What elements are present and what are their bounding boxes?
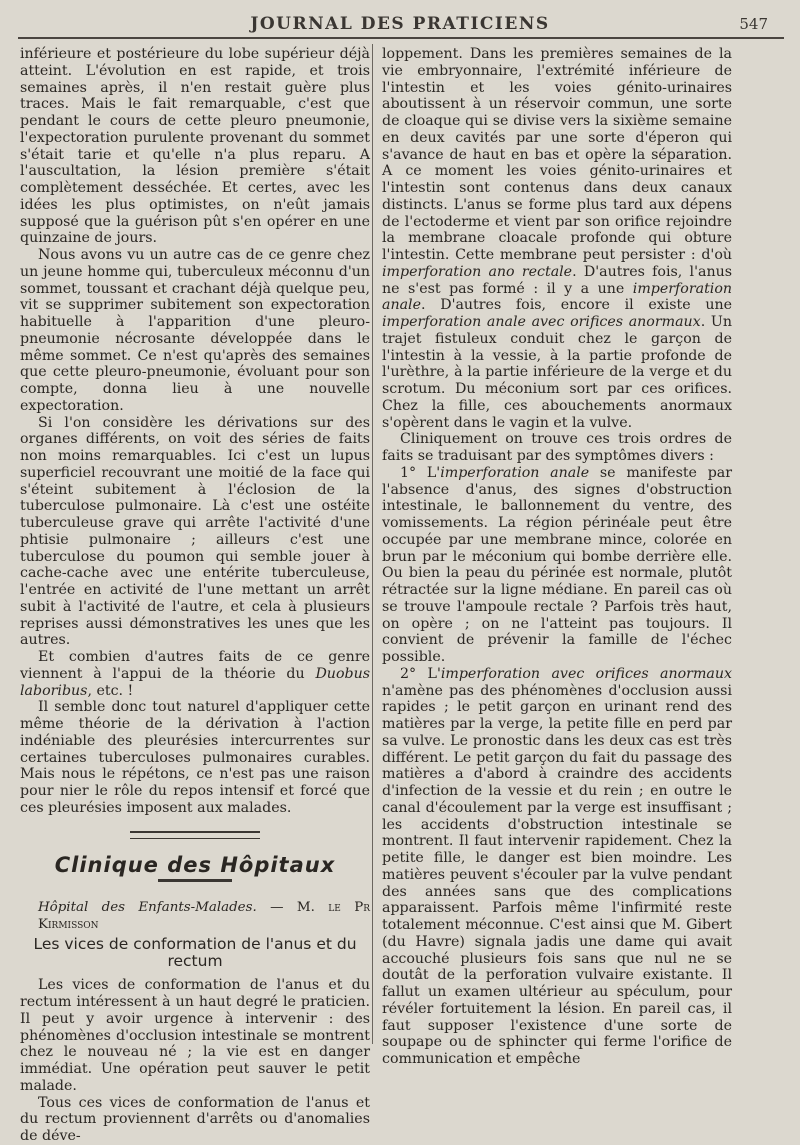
text-run: , etc. ! bbox=[87, 682, 134, 699]
paragraph: Les vices de conformation de l'anus et du rectum intéressent à un haut degré le praticien. Il peut y avoir urgence à intervenir : des phénomènes d'occlusion intestinale se montrent chez le nouveau né ; la vie est en danger immédiat. Une opération peut sauver le petit malade. bbox=[20, 977, 370, 1094]
journal-title: JOURNAL DES PRATICIENS bbox=[250, 14, 550, 34]
paragraph: Tous ces vices de conformation de l'anus et du rectum proviennent d'arrêts ou d'anomalies de déve- bbox=[20, 1094, 370, 1144]
running-header bbox=[0, 12, 800, 38]
text-run: n'amène pas des phénomènes d'occlusion aussi rapides ; le petit garçon en urinant rend des matières par la verge, la petite fille en perd par sa vulve. Le pronostic dans les deux cas est très différent. Le petit garçon du fait du passage des matières a d'abord à craindre des accidents d'infection de la vessie et du rein ; en outre le canal d'écoulement par la verge est insuffisant ; les accidents d'obstruction intestinale se montrent. Il faut intervenir rapidement. Chez la petite fille, le danger est bien moindre. Les matières peuvent s'écouler par la vulve pendant des années sans que des complications apparaissent. Parfois même l'infirmité reste totalement méconnue. C'est ainsi que M. Gibert (du Havre) signala jadis une dame qui avait accouché plusieurs fois sans que nul ne se doutât de la perforation vulvaire existante. Il fallut un examen ultérieur au spéculum, pour révéler fortuitement la lésion. En pareil cas, il faut supposer l'existence d'une sorte de soupape ou de sphincter qui ferme l'orifice de communication et empêche bbox=[382, 682, 732, 1067]
list-number: 2° L' bbox=[400, 665, 441, 682]
article-title: Les vices de conformation de l'anus et du rectum bbox=[33, 934, 357, 970]
paragraph: Si l'on considère les dérivations sur des organes différents, on voit des séries de faits non moins remarquables. Ici c'est un lupus superficiel recouvrant une moitié de la face qui s'éteint subitement à l'éclosion de la tuberculose pulmonaire. Là c'est une ostéite tuberculeuse grave qui arrête l'activité d'une phtisie pulmonaire ; ailleurs c'est une tuberculose du poumon qui semble jouer à cache-cache avec une entérite tuberculeuse, l'entrée en activité de l'une mettant un arrêt subit à l'activité de l'autre, et cela à plusieurs reprises aussi démonstratives les unes que les autres. bbox=[20, 414, 370, 649]
italic-term: imperforation ano rectale bbox=[382, 263, 573, 280]
list-number: 1° L' bbox=[400, 464, 441, 481]
paragraph bbox=[382, 465, 732, 666]
paragraph bbox=[382, 666, 732, 1068]
paragraph: Il semble donc tout naturel d'appliquer cette même théorie de la dérivation à l'action indéniable des pleurésies intercurrentes sur certaines tuberculoses pulmonaires curables. Mais nous le répétons, ce n'est pas une raison pour nier le rôle du repos intensif et forcé que ces pleurésies imposent aux malades. bbox=[20, 699, 370, 816]
latin-phrase: Duobus laboribus bbox=[20, 665, 370, 699]
right-column bbox=[382, 46, 732, 1068]
text-run: Et combien d'autres faits de ce genre viennent à l'appui de la théorie du bbox=[20, 649, 370, 682]
hospital-line bbox=[38, 900, 370, 934]
text-run: loppement. Dans les premières semaines de la vie embryonnaire, l'extrémité inférieure de l'intestin et les voies génito-urinaires aboutissent à un réservoir commun, une sorte de cloaque qui se divise vers la sixième semaine en deux cavités par une sorte d'éperon qui s'avance de haut en bas et opère la séparation. A ce moment les voies génito-urinaires et l'intestin sont contenus dans deux canaux distincts. L'anus se forme plus tard aux dépens de l'ectoderme et vient par son orifice rejoindre la membrane cloacale profonde qui obture l'intestin. Cette membrane peut persister : d'où bbox=[382, 46, 732, 263]
italic-term: imperforation avec orifices anormaux bbox=[440, 665, 733, 682]
left-column bbox=[20, 46, 370, 1145]
paragraph: Cliniquement on trouve ces trois ordres de faits se traduisant par des symptômes divers : bbox=[382, 431, 732, 464]
text-run: se manifeste par l'absence d'anus, des signes d'obstruction intestinale, le ballonnement du ventre, des vomissements. La région périnéale peut être occupée par une membrane mince, colorée en brun par le méconium qui bombe derrière elle. Ou bien la peau du périnée est normale, plutôt rétractée sur la ligne médiane. En pareil cas où se trouve l'ampoule rectale ? Parfois très haut, on opère ; on ne l'atteint pas toujours. Il convient de prévenir la famille de l'échec possible. bbox=[382, 464, 733, 665]
column-divider bbox=[372, 44, 373, 1044]
section-divider bbox=[130, 831, 260, 839]
text-run: . Un trajet fistuleux conduit chez le garçon de l'intestin à la vessie, à la partie profonde de l'urèthre, à la partie inférieure de la verge et du scrotum. Du méconium sort par ces orifices. Chez la fille, ces abouchements anormaux s'opèrent dans le vagin et la vulve. bbox=[382, 314, 732, 431]
italic-term: imperforation anale avec orifices anormaux bbox=[382, 314, 701, 330]
header-rule bbox=[18, 37, 784, 39]
hospital-prefix: Hôpital des Enfants-Malades. — bbox=[38, 900, 297, 916]
paragraph bbox=[382, 46, 732, 431]
italic-term: imperforation anale bbox=[382, 280, 732, 314]
italic-term: imperforation anale bbox=[440, 464, 590, 481]
section-title: Clinique des Hôpitaux bbox=[54, 852, 336, 877]
section-underline bbox=[158, 879, 232, 882]
paragraph bbox=[20, 649, 370, 699]
text-run: . D'autres fois, encore il existe une bbox=[421, 297, 732, 314]
paragraph: Nous avons vu un autre cas de ce genre chez un jeune homme qui, tuberculeux méconnu d'un sommet, toussant et crachant déjà quelque peu, vit se supprimer subitement son expectoration habituelle à l'apparition d'une pleuro-pneumonie nécrosante développée dans le même sommet. Ce n'est qu'après des semaines que cette pleuro-pneumonie, évoluant pour son compte, donna lieu à une nouvelle expectoration. bbox=[20, 247, 370, 414]
page-number: 547 bbox=[739, 15, 768, 33]
paragraph: inférieure et postérieure du lobe supérieur déjà atteint. L'évolution en est rapide, et trois semaines après, il n'en restait guère plus traces. Mais le fait remarquable, c'est que pendant le cours de cette pleuro pneumonie, l'expectoration purulente provenant du sommet s'était tarie et qu'elle n'a plus reparu. A l'auscultation, la lésion première s'était complètement desséchée. Et certes, avec les idées les plus optimistes, on n'eût jamais supposé que la guérison pût s'en opérer en une quinzaine de jours. bbox=[20, 46, 370, 247]
professor-name: M. le Pr Kirmisson bbox=[38, 900, 370, 932]
text-run: . D'autres fois, l'anus ne s'est pas formé : il y a une bbox=[382, 263, 732, 297]
